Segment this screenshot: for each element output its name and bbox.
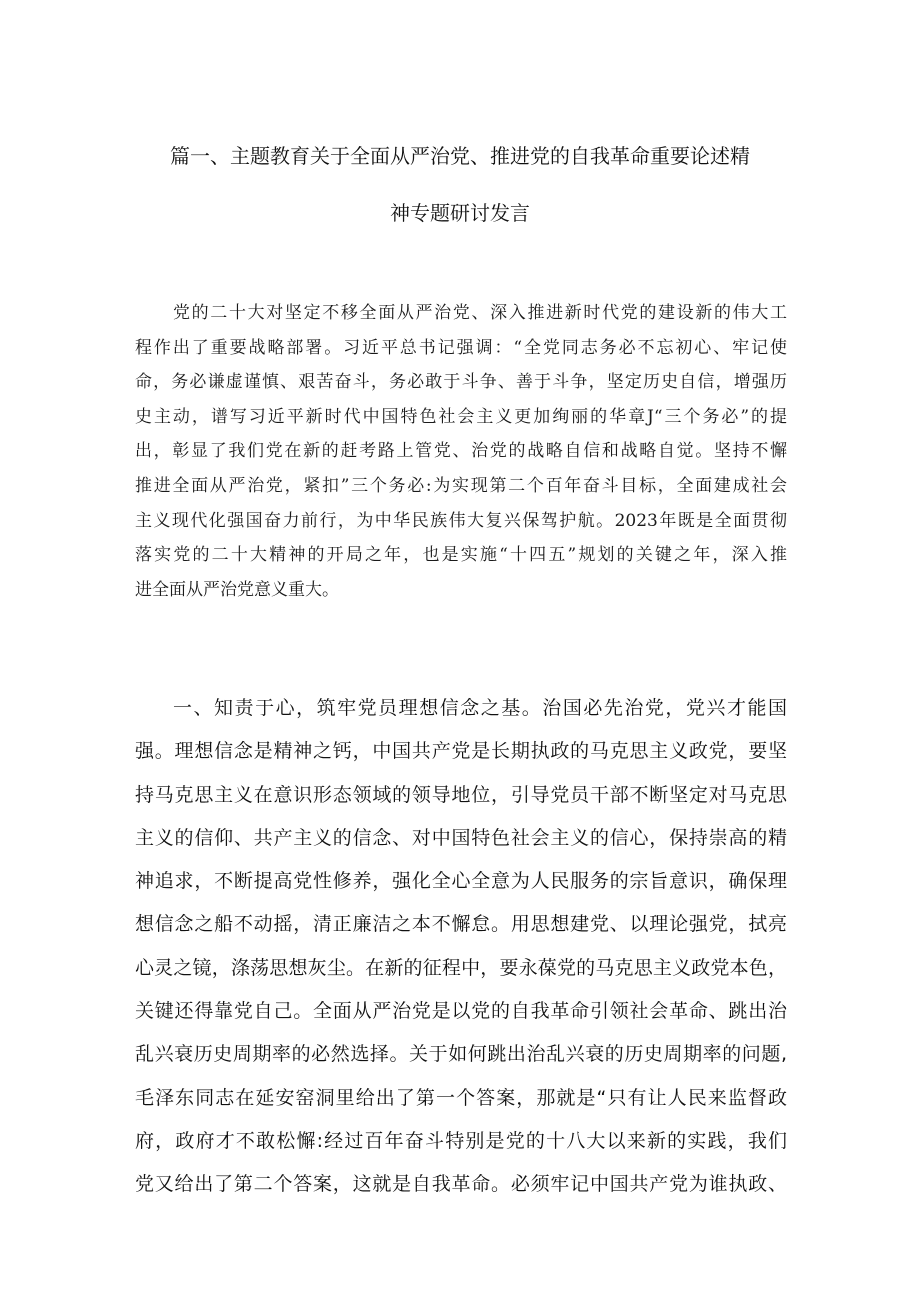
paragraph-line: 心灵之镜，涤荡思想灰尘。在新的征程中，要永葆党的马克思主义政党本色， [135,956,787,979]
paragraph-line: 主义现代化强国奋力前行，为中华民族伟大复兴保驾护航。2023年既是全面贯彻 [135,510,787,531]
paragraph-line: 想信念之船不动摇，清正廉洁之本不懈怠。用思想建党、以理论强党，拭亮 [135,913,787,936]
paragraph-line: 党的二十大对坚定不移全面从严治党、深入推进新时代党的建设新的伟大工 [173,303,787,323]
paragraph-line: 一、知责于心，筑牢党员理想信念之基。治国必先治党，党兴才能国 [173,697,787,719]
paragraph-line: 党又给出了第二个答案，这就是自我革命。必须牢记中国共产党为谁执政、 [135,1173,787,1196]
paragraph-line: 乱兴衰历史周期率的必然选择。关于如何跳出治乱兴衰的历史周期率的问题, [135,1043,787,1066]
paragraph-line: 主义的信仰、共产主义的信念、对中国特色社会主义的信心，保持崇高的精 [135,826,787,849]
paragraph-line: 史主动，谱写习近平新时代中国特色社会主义更加绚丽的华章J“三个务必”的提 [135,406,787,427]
paragraph-line: 程作出了重要战略部署。习近平总书记强调：“全党同志务必不忘初心、牢记使 [135,337,787,358]
paragraph-line: 落实党的二十大精神的开局之年，也是实施“十四五”规划的关键之年，深入推 [135,545,787,566]
paragraph-line: 持马克思主义在意识形态领域的领导地位，引导党员干部不断坚定对马克思 [135,783,787,806]
document-title-line-1: 篇一、主题教育关于全面从严治党、推进党的自我革命重要论述精 [170,144,750,168]
paragraph-line: 强。理想信念是精神之钙，中国共产党是长期执政的马克思主义政党，要坚 [135,740,787,763]
paragraph-line: 府，政府才不敢松懈:经过百年奋斗特别是党的十八大以来新的实践，我们 [135,1129,787,1152]
section-one-paragraph [135,687,787,1207]
intro-paragraph [135,296,787,607]
paragraph-line: 出，彰显了我们党在新的赶考路上管党、治党的战略自信和战略自觉。坚持不懈 [135,441,787,462]
paragraph-line: 神追求，不断提高党性修养，强化全心全意为人民服务的宗旨意识，确保理 [135,870,787,893]
paragraph-line: 推进全面从严治党，紧扣”三个务必:为实现第二个百年奋斗目标，全面建成社会 [135,475,787,496]
document-title-line-2: 神专题研讨发言 [390,201,530,225]
paragraph-line: 关键还得靠党自己。全面从严治党是以党的自我革命引领社会革命、跳出治 [135,1000,787,1023]
paragraph-line: 进全面从严治党意义重大。 [135,579,339,600]
paragraph-line: 命，务必谦虚谨慎、艰苦奋斗，务必敢于斗争、善于斗争，坚定历史自信，增强历 [135,372,787,393]
paragraph-line: 毛泽东同志在延安窑洞里给出了第一个答案，那就是“只有让人民来监督政 [135,1086,787,1109]
